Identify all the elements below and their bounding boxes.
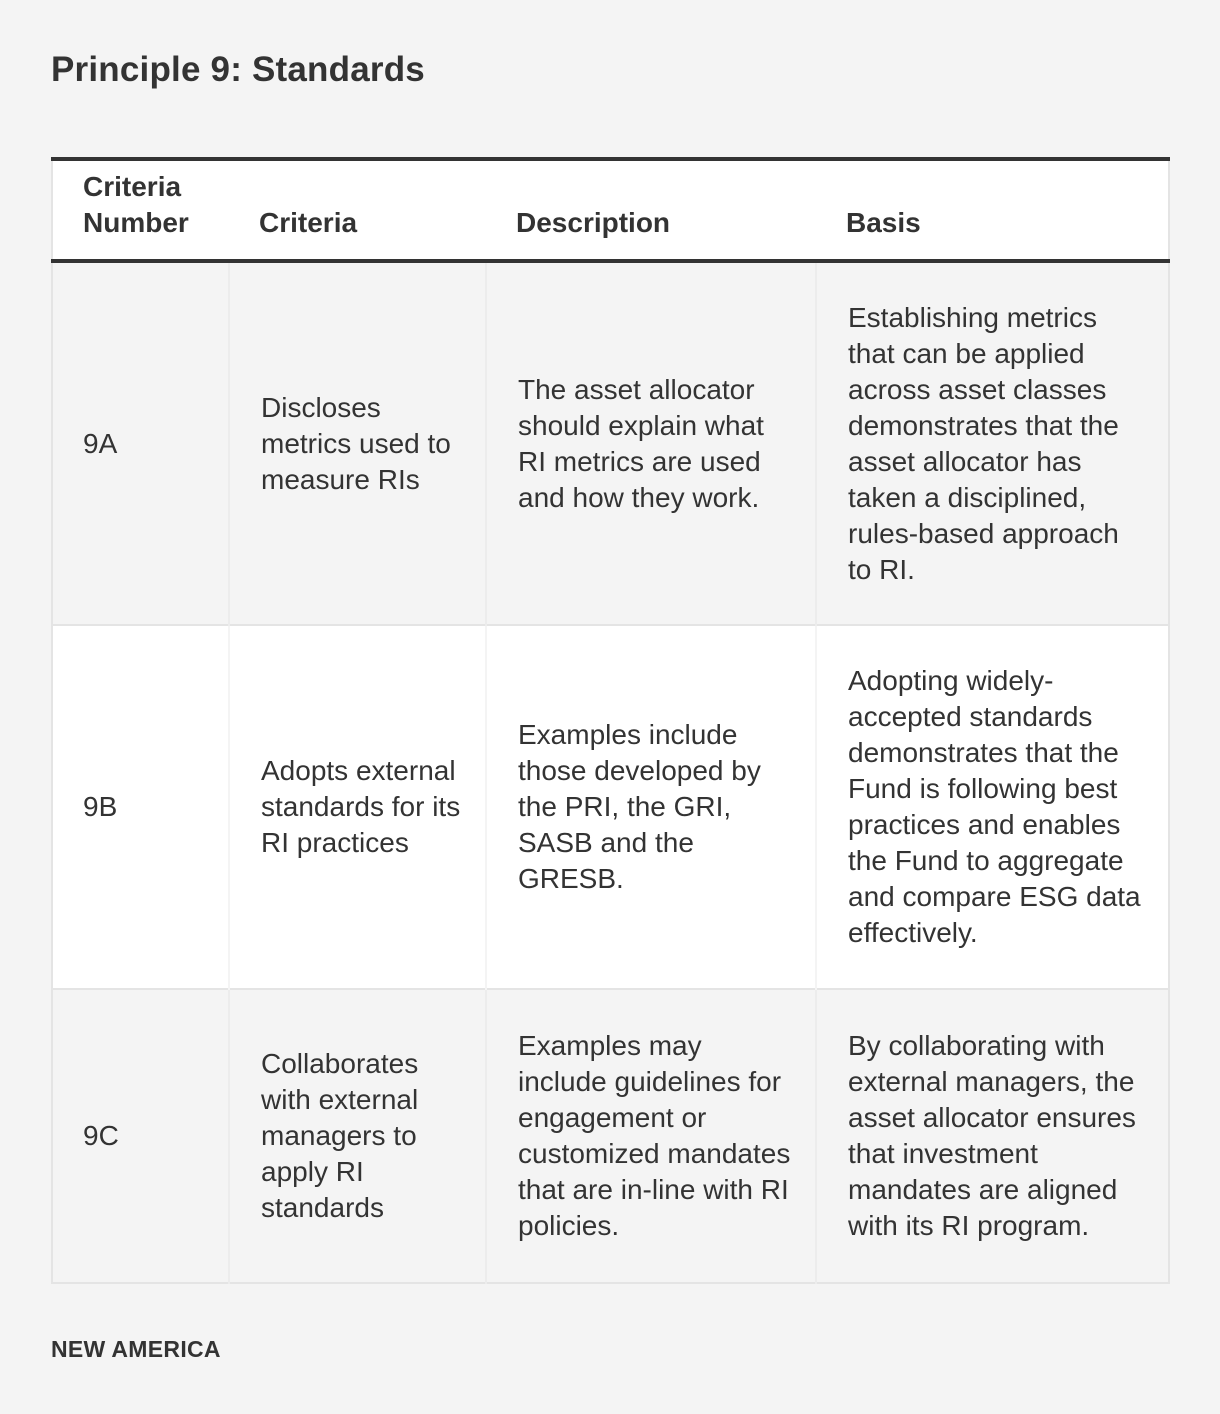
table-row bbox=[52, 625, 1169, 989]
cell-description: The asset allocator should explain what RI metrics are used and how they work. bbox=[486, 261, 816, 625]
cell-criteria: Discloses metrics used to measure RIs bbox=[229, 261, 486, 625]
cell-criteria: Collaborates with external managers to apply RI standards bbox=[229, 989, 486, 1283]
table-row bbox=[52, 989, 1169, 1283]
header-criteria-number-line1: Criteria bbox=[83, 171, 182, 202]
header-basis: Basis bbox=[816, 159, 1169, 261]
header-criteria: Criteria bbox=[229, 159, 486, 261]
header-criteria-number bbox=[52, 159, 229, 261]
cell-criteria: Adopts external standards for its RI practices bbox=[229, 625, 486, 989]
header-criteria-number-line2: Number bbox=[83, 207, 189, 238]
cell-number: 9B bbox=[83, 791, 118, 822]
header-description: Description bbox=[486, 159, 816, 261]
brand-logo-text: NEW AMERICA bbox=[51, 1336, 221, 1362]
cell-description: Examples include those developed by the PRI, the GRI, SASB and the GRESB. bbox=[486, 625, 816, 989]
cell-description: Examples may include guidelines for engagement or customized mandates that are in-line with RI policies. bbox=[486, 989, 816, 1283]
table-header-row bbox=[52, 159, 1169, 261]
cell-number: 9C bbox=[83, 1120, 119, 1151]
table-row bbox=[52, 261, 1169, 625]
cell-basis: Adopting widely-accepted standards demonstrates that the Fund is following best practices and enables the Fund to aggregate and compare ESG data effectively. bbox=[816, 625, 1169, 989]
cell-basis: Establishing metrics that can be applied across asset classes demonstrates that the asset allocator has taken a disciplined, rules-based approach to RI. bbox=[816, 261, 1169, 625]
page-title: Principle 9: Standards bbox=[51, 50, 425, 89]
cell-number: 9A bbox=[83, 427, 118, 459]
cell-basis: By collaborating with external managers, the asset allocator ensures that investment mandates are aligned with its RI program. bbox=[816, 989, 1169, 1283]
standards-table bbox=[51, 157, 1170, 1284]
